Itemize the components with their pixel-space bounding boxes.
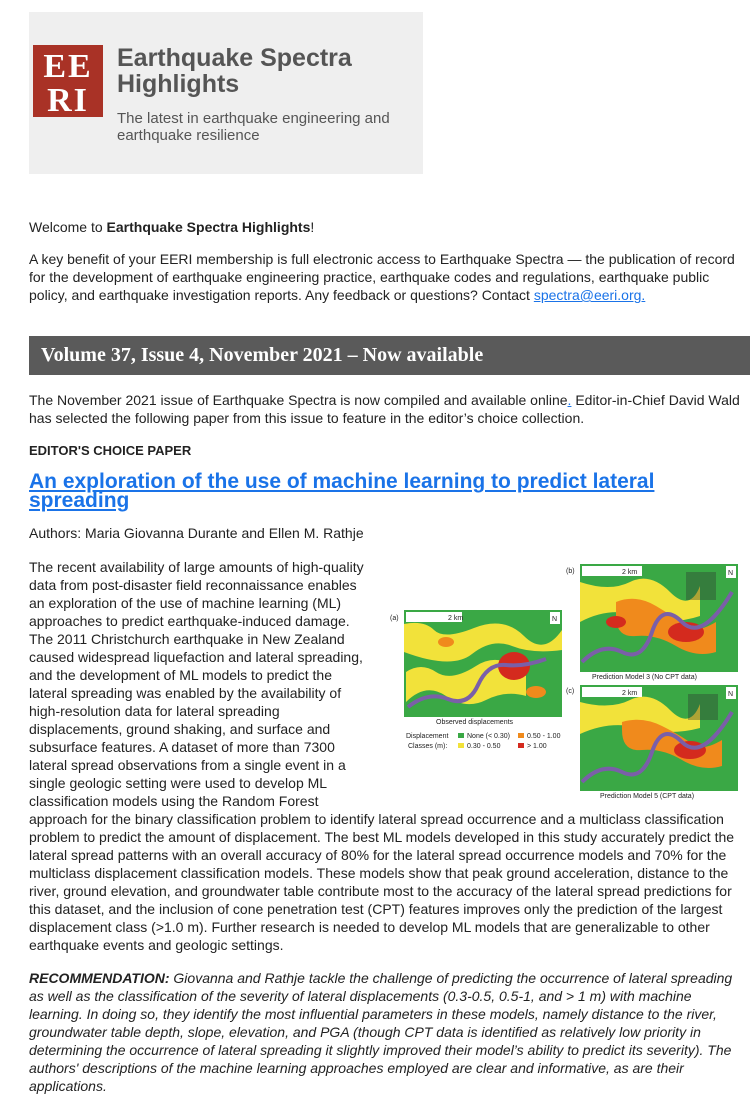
intro-paragraph: A key benefit of your EERI membership is full electronic access to Earthquake Spectra — the publication of record for the development of earthquake engineering practice, earthquake codes and regulations, earthquake public policy, and earthquake investigation reports. Any feedback or questions? Contact spectra@eeri.org. (29, 251, 735, 303)
north-arrow-c: N (728, 691, 734, 698)
abstract-line: approaches to predict earthquake-induced damage. (29, 613, 350, 629)
abstract-line: The 2011 Christchurch earthquake in New Zealand (29, 631, 345, 647)
abstract-line: The recent availability of large amounts of high-quality (29, 559, 364, 575)
abstract-line: lateral spread observations from a single event in a (29, 757, 346, 773)
article-title-link[interactable]: An exploration of the use of machine learning to predict lateral spreading (29, 470, 655, 512)
legend-title-1: Displacement (406, 733, 449, 740)
north-arrow-a: N (552, 616, 558, 623)
scale-b: 2 km (622, 569, 638, 576)
map-panel-c (580, 685, 738, 791)
eeri-logo (33, 45, 103, 117)
editors-choice-label: EDITOR'S CHOICE PAPER (29, 443, 192, 458)
caption-model-3: Prediction Model 3 (No CPT data) (592, 674, 697, 681)
contact-email-link[interactable]: spectra@eeri.org. (533, 287, 646, 303)
abstract-line: single geologic setting were used to develop ML (29, 775, 328, 791)
svg-text:RI: RI (47, 82, 89, 117)
svg-text:EE: EE (43, 48, 93, 85)
abstract-wrapped (29, 558, 389, 810)
caption-model-5: Prediction Model 5 (CPT data) (600, 793, 695, 800)
recommendation-label: RECOMMENDATION: (29, 970, 170, 986)
abstract-line: an exploration of the use of machine learning (ML) (29, 595, 342, 611)
map-panel-b (580, 564, 738, 672)
panel-b-label: (b) (566, 568, 575, 575)
legend-030-050: 0.30 - 0.50 (467, 743, 501, 750)
article-authors: Authors: Maria Giovanna Durante and Ellen M. Rathje (29, 525, 364, 541)
newsletter-header (29, 12, 423, 174)
abstract-continued: approach for the binary classification problem to identify lateral spread occurrence and a multiclass classification problem to predict the amount of displacement. The best ML models developed in this study accurately predict the lateral spread patterns with an overall accuracy of 80% for the lateral spread occurrence models and 70% for the multiclass displacement classification models. These models show that peak ground acceleration, distance to the river, ground elevation, and groundwater table contribute most to the accuracy of the lateral spread predictions for this dataset, and the inclusion of cone penetration test (CPT) features improves only the prediction of the largest displacement class (>1.0 m). Further research is needed to develop ML models that are generalizable to other earthquake events and geologic settings. (29, 811, 735, 953)
lateral-spread-figure (386, 562, 750, 802)
abstract-line: and the development of ML models to predict the (29, 667, 332, 683)
issue-paragraph: The November 2021 issue of Earthquake Spectra is now compiled and available online. Editor-in-Chief David Wald has selected the following paper from this issue to feature in the editor’s choice collection. (29, 392, 740, 426)
map-panel-a (404, 610, 562, 717)
newsletter-title: Earthquake Spectra Highlights (117, 44, 352, 98)
scale-c: 2 km (622, 690, 638, 697)
abstract-line: high-resolution data for lateral spreading (29, 703, 280, 719)
abstract-line: lateral spreading was enabled by the availability of (29, 685, 342, 701)
scale-a: 2 km (448, 615, 464, 622)
legend-title-2: Classes (m): (408, 743, 448, 750)
abstract-line: caused widespread liquefaction and lateral spreading, (29, 649, 363, 665)
abstract-line: displacements, ground shaking, and surface and (29, 721, 331, 737)
panel-c-label: (c) (566, 688, 575, 695)
abstract-line: data from post-disaster field reconnaissance enables (29, 577, 357, 593)
caption-observed: Observed displacements (436, 719, 514, 726)
legend-over-100: > 1.00 (527, 743, 547, 750)
abstract-line: classification models using the Random Forest (29, 793, 319, 809)
abstract-line: subsurface features. A dataset of more than 7300 (29, 739, 335, 755)
panel-a-label: (a) (390, 615, 399, 622)
welcome-text: Welcome to Earthquake Spectra Highlights! (29, 219, 315, 235)
legend-050-100: 0.50 - 1.00 (527, 733, 561, 740)
issue-online-link[interactable]: . (567, 392, 572, 408)
issue-banner (29, 336, 750, 375)
north-arrow-b: N (728, 570, 734, 577)
issue-banner-title: Volume 37, Issue 4, November 2021 – Now available (41, 344, 484, 366)
legend-none: None (< 0.30) (467, 733, 510, 740)
recommendation: RECOMMENDATION: Giovanna and Rathje tackle the challenge of predicting the occurrence of lateral spreading as well as the classification of the severity of lateral displacements (0.3-0.5, 0.5-1, and > 1 m) with machine learning. In doing so, they identify the most influential parameters in these models, namely distance to the river, groundwater table depth, slope, elevation, and PGA (though CPT data is identified as relatively low priority in determining the occurrence of lateral spreading it slightly improved their model’s ability to predict its severity). The authors' descriptions of the machine learning approaches employed are clear and informative, as are their applications. (29, 970, 733, 1094)
newsletter-subtitle: The latest in earthquake engineering and earthquake resilience (117, 110, 390, 144)
